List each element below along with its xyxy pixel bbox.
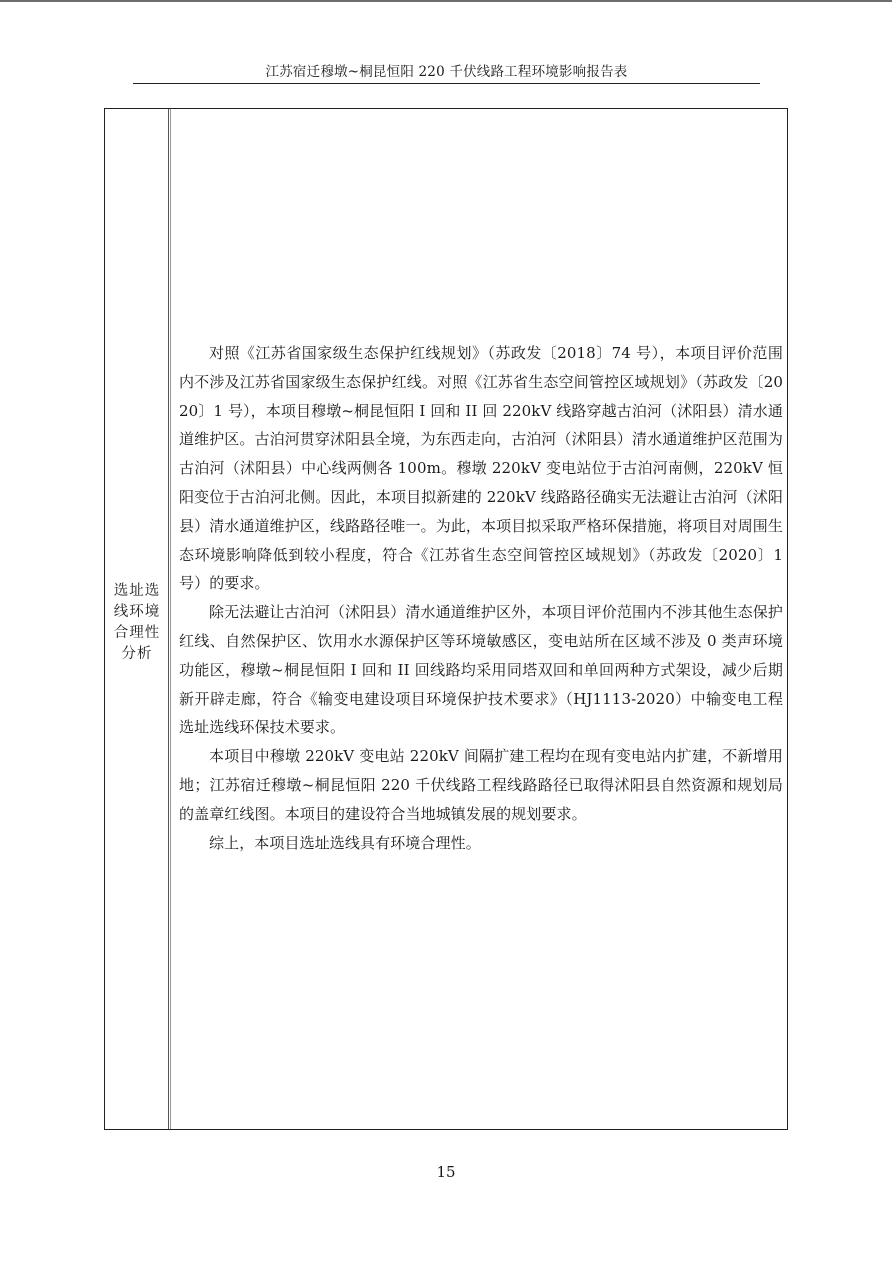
paragraph-land-use: 本项目中穆墩 220kV 变电站 220kV 间隔扩建工程均在现有变电站内扩建，不新增用地；江苏宿迁穆墩~桐昆恒阳 220 千伏线路工程线路路径已取得沭阳县自然资源和规划局的盖章红线图。本项目的建设符合当地城镇发展的规划要求。 <box>179 747 783 823</box>
label-column <box>105 109 169 1129</box>
paragraph-conclusion: 综上，本项目选址选线具有环境合理性。 <box>209 833 481 852</box>
content-cell <box>179 339 783 857</box>
form-table <box>104 108 788 1130</box>
row-label: 选址选线环境合理性分析 <box>113 583 161 662</box>
running-header: 江苏宿迁穆墩~桐昆恒阳 220 千伏线路工程环境影响报告表 <box>265 64 628 80</box>
column-divider <box>170 109 171 1129</box>
page-top-rule <box>0 0 892 2</box>
paragraph-red-line-compliance: 对照《江苏省国家级生态保护红线规划》（苏政发〔2018〕74 号），本项目评价范围内不涉及江苏省国家级生态保护红线。对照《江苏省生态空间管控区域规划》（苏政发〔2020〕1 号），本项目穆墩~桐昆恒阳 I 回和 II 回 220kV 线路穿越古泊河（沭阳县）清水通道维护区。古泊河贯穿沭阳县全境，为东西走向，古泊河（沭阳县）清水通道维护区范围为古泊河（沭阳县）中心线两侧各 100m。穆墩 220kV 变电站位于古泊河南侧，220kV 恒阳变位于古泊河北侧。因此，本项目拟新建的 220kV 线路路径确实无法避让古泊河（沭阳县）清水通道维护区，线路路径唯一。为此，本项目拟采取严格环保措施，将项目对周围生态环境影响降低到较小程度，符合《江苏省生态空间管控区域规划》（苏政发〔2020〕1 号）的要求。 <box>179 344 784 593</box>
header-rule <box>133 83 760 84</box>
paragraph-sensitive-areas: 除无法避让古泊河（沭阳县）清水通道维护区外，本项目评价范围内不涉其他生态保护红线、自然保护区、饮用水水源保护区等环境敏感区，变电站所在区域不涉及 0 类声环境功能区，穆墩~桐昆恒阳 I 回和 II 回线路均采用同塔双回和单回两种方式架设，减少后期新开辟走廊，符合《输变电建设项目环境保护技术要求》（HJ1113-2020）中输变电工程选址选线环保技术要求。 <box>179 603 783 737</box>
page-number: 15 <box>436 1163 456 1181</box>
